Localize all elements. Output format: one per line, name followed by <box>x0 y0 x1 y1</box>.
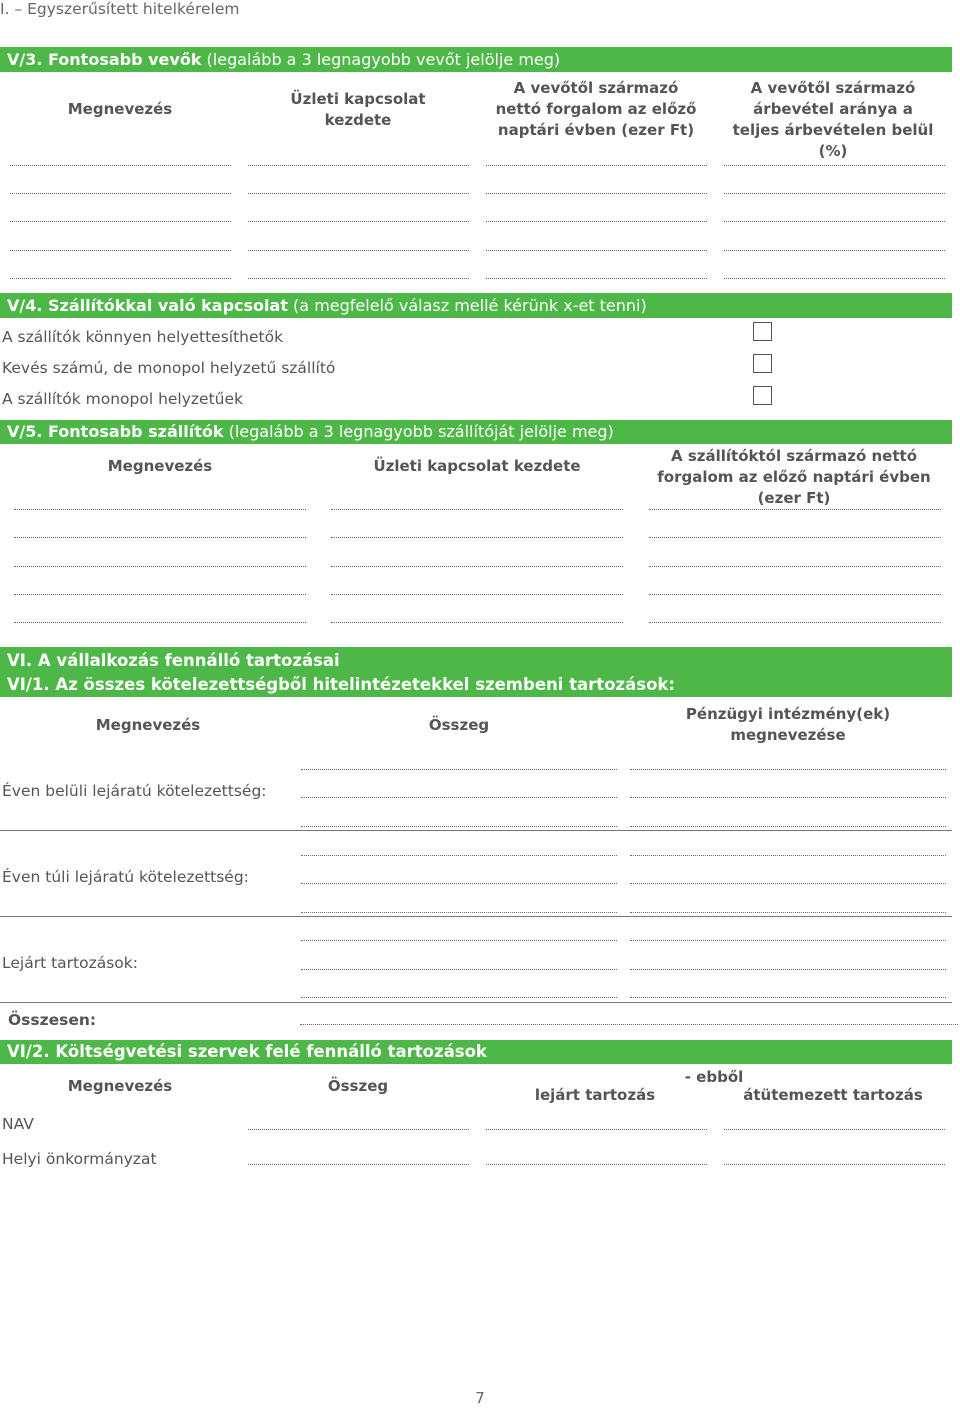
vi1-row-overdue: Lejárt tartozások: <box>2 954 138 972</box>
vi1-entry-field[interactable] <box>301 883 617 884</box>
vi1-entry-field[interactable] <box>630 826 946 827</box>
vi1-entry-field[interactable] <box>301 969 617 970</box>
vi1-entry-field[interactable] <box>301 855 617 856</box>
vi1-col-institution: Pénzügyi intézmény(ek) megnevezése <box>685 705 891 744</box>
vi1-divider <box>0 916 952 917</box>
vi1-entry-field[interactable] <box>301 912 617 913</box>
vi1-col-amount: Összeg <box>428 716 490 734</box>
v5-entry-field[interactable] <box>14 537 306 538</box>
section-v5-title-rest: (legalább a 3 legnagyobb szállítóját jelölje meg) <box>223 422 614 441</box>
v3-entry-field[interactable] <box>10 278 231 279</box>
vi1-divider <box>0 1002 952 1003</box>
running-title: I. – Egyszerűsített hitelkérelem <box>0 0 240 18</box>
v3-entry-field[interactable] <box>248 278 469 279</box>
section-vi2-heading: VI/2. Költségvetési szervek felé fennálló tartozások <box>7 1042 487 1061</box>
vi2-entry-field[interactable] <box>486 1164 707 1165</box>
v3-entry-field[interactable] <box>10 165 231 166</box>
vi1-entry-field[interactable] <box>630 997 946 998</box>
section-v3-title-rest: (legalább a 3 legnagyobb vevőt jelölje meg) <box>201 50 561 69</box>
vi1-row-long-term: Éven túli lejáratú kötelezettség: <box>2 868 249 886</box>
vi2-row-nav: NAV <box>2 1115 34 1133</box>
vi2-col-amount: Összeg <box>327 1077 389 1095</box>
section-v5-title-bold: V/5. Fontosabb szállítók <box>7 422 224 441</box>
vi1-col-name: Megnevezés <box>95 716 201 734</box>
v3-entry-field[interactable] <box>248 221 469 222</box>
vi1-entry-field[interactable] <box>630 769 946 770</box>
page-number: 7 <box>475 1389 485 1407</box>
v5-entry-field[interactable] <box>331 622 623 623</box>
v3-entry-field[interactable] <box>486 221 707 222</box>
v5-col-name: Megnevezés <box>107 457 213 475</box>
v5-entry-field[interactable] <box>649 509 941 510</box>
vi1-entry-field[interactable] <box>630 855 946 856</box>
vi2-entry-field[interactable] <box>724 1129 945 1130</box>
vi1-entry-field[interactable] <box>630 969 946 970</box>
v5-col-turnover: A szállítóktól származó nettó forgalom az előző naptári évben (ezer Ft) <box>657 447 931 507</box>
v4-option-label: Kevés számú, de monopol helyzetű szállító <box>2 359 336 377</box>
v3-col-name: Megnevezés <box>67 100 173 118</box>
v3-entry-field[interactable] <box>248 250 469 251</box>
vi1-entry-field[interactable] <box>301 997 617 998</box>
vi2-col-name: Megnevezés <box>67 1077 173 1095</box>
section-vi2-title <box>0 1040 952 1064</box>
v5-entry-field[interactable] <box>649 566 941 567</box>
v3-entry-field[interactable] <box>724 221 945 222</box>
v3-entry-field[interactable] <box>10 221 231 222</box>
v3-entry-field[interactable] <box>10 250 231 251</box>
vi1-entry-field[interactable] <box>630 797 946 798</box>
v5-entry-field[interactable] <box>331 537 623 538</box>
v3-entry-field[interactable] <box>486 250 707 251</box>
vi2-entry-field[interactable] <box>248 1164 469 1165</box>
v3-entry-field[interactable] <box>486 165 707 166</box>
v5-entry-field[interactable] <box>14 594 306 595</box>
vi2-entry-field[interactable] <box>248 1129 469 1130</box>
v5-entry-field[interactable] <box>14 566 306 567</box>
v3-entry-field[interactable] <box>248 165 469 166</box>
v5-entry-field[interactable] <box>649 622 941 623</box>
vi1-total-label: Összesen: <box>8 1011 97 1029</box>
v5-entry-field[interactable] <box>14 622 306 623</box>
section-v5-title <box>0 420 952 444</box>
v3-col-ratio: A vevőtől származó árbevétel aránya a teljes árbevételen belül (%) <box>732 79 934 160</box>
vi1-row-short-term: Éven belüli lejáratú kötelezettség: <box>2 782 267 800</box>
v4-option-checkbox[interactable] <box>753 386 772 405</box>
section-v4-title <box>0 293 952 318</box>
v3-col-start: Üzleti kapcsolat kezdete <box>290 90 426 129</box>
v5-entry-field[interactable] <box>649 594 941 595</box>
v5-col-start: Üzleti kapcsolat kezdete <box>373 457 581 475</box>
v3-entry-field[interactable] <box>486 193 707 194</box>
v4-option-checkbox[interactable] <box>753 322 772 341</box>
v5-entry-field[interactable] <box>331 594 623 595</box>
v4-option-label: A szállítók monopol helyzetűek <box>2 390 243 408</box>
section-v4-title-bold: V/4. Szállítókkal való kapcsolat <box>7 296 288 315</box>
vi2-col-group: - ebből <box>684 1068 744 1086</box>
v3-entry-field[interactable] <box>486 278 707 279</box>
v3-col-turnover: A vevőtől származó nettó forgalom az előző naptári évben (ezer Ft) <box>495 79 697 139</box>
vi1-entry-field[interactable] <box>630 940 946 941</box>
v3-entry-field[interactable] <box>724 250 945 251</box>
vi1-entry-field[interactable] <box>301 826 617 827</box>
v4-option-checkbox[interactable] <box>753 354 772 373</box>
vi1-entry-field[interactable] <box>630 912 946 913</box>
vi2-col-rescheduled: átütemezett tartozás <box>743 1086 923 1104</box>
v5-entry-field[interactable] <box>331 509 623 510</box>
v3-entry-field[interactable] <box>10 193 231 194</box>
v3-entry-field[interactable] <box>724 165 945 166</box>
v5-entry-field[interactable] <box>331 566 623 567</box>
vi2-col-overdue: lejárt tartozás <box>534 1086 656 1104</box>
vi2-entry-field[interactable] <box>724 1164 945 1165</box>
section-vi1-heading: VI/1. Az összes kötelezettségből hitelintézetekkel szembeni tartozások: <box>7 675 676 694</box>
v3-entry-field[interactable] <box>248 193 469 194</box>
v4-option-label: A szállítók könnyen helyettesíthetők <box>2 328 284 346</box>
vi1-entry-field[interactable] <box>301 769 617 770</box>
v3-entry-field[interactable] <box>724 193 945 194</box>
section-vi-title <box>0 647 952 697</box>
v5-entry-field[interactable] <box>649 537 941 538</box>
section-v4-title-rest: (a megfelelő válasz mellé kérünk x-et tenni) <box>287 296 647 315</box>
vi1-entry-field[interactable] <box>301 940 617 941</box>
vi1-entry-field[interactable] <box>301 797 617 798</box>
v5-entry-field[interactable] <box>14 509 306 510</box>
v3-entry-field[interactable] <box>724 278 945 279</box>
vi1-total-input[interactable] <box>300 1024 958 1025</box>
section-v3-title-bold: V/3. Fontosabb vevők <box>7 50 202 69</box>
section-vi-heading: VI. A vállalkozás fennálló tartozásai <box>7 651 340 670</box>
vi2-entry-field[interactable] <box>486 1129 707 1130</box>
vi2-row-local-gov: Helyi önkormányzat <box>2 1150 157 1168</box>
section-v3-title <box>0 47 952 72</box>
vi1-entry-field[interactable] <box>630 883 946 884</box>
vi1-divider <box>0 830 952 831</box>
